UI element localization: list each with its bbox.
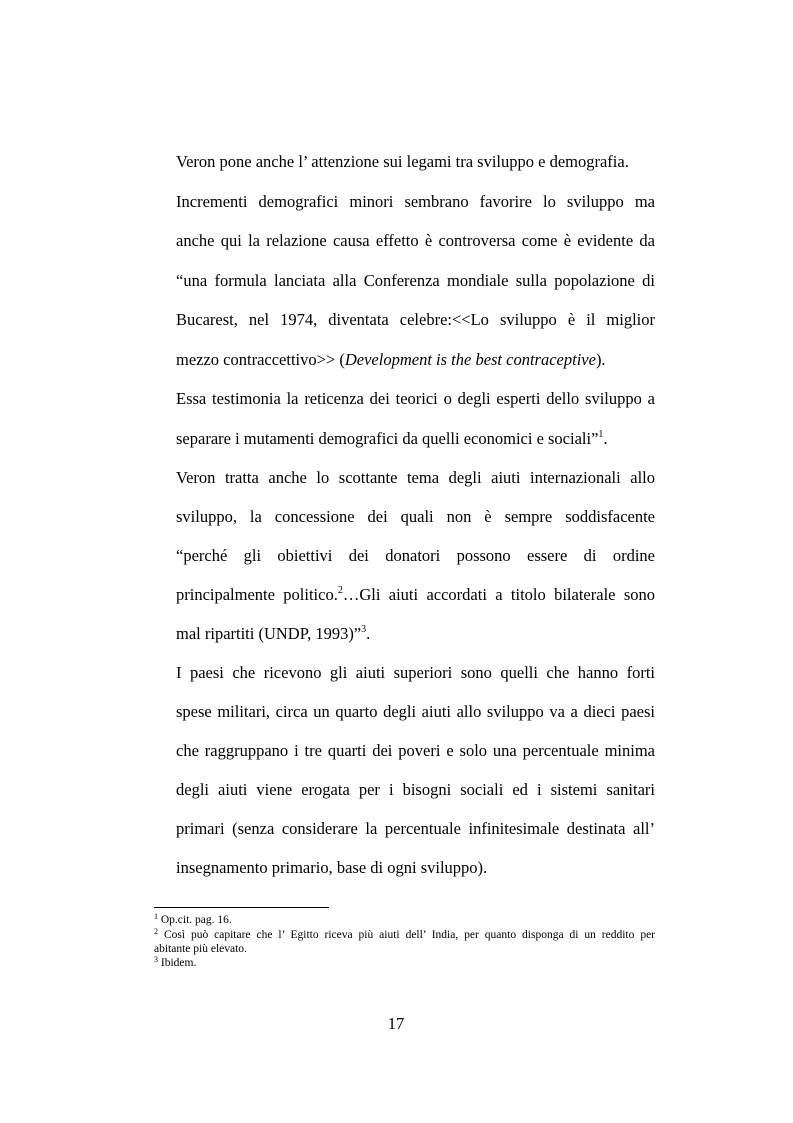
footnote-2 <box>154 929 655 942</box>
body-line: insegnamento primario, base di ogni sviluppo). <box>176 858 488 877</box>
footnote-divider <box>154 907 329 908</box>
footnote-1 <box>154 914 655 927</box>
footnote-text: Op.cit. pag. 16. <box>158 914 232 926</box>
footnote-number: 1 <box>154 912 158 921</box>
body-line: spese militari, circa un quarto degli aiuti allo sviluppo va a dieci paesi <box>176 702 655 721</box>
text-run: ). <box>595 350 606 369</box>
body-line: primari (senza considerare la percentuale infinitesimale destinata all’ <box>176 819 655 838</box>
page-number: 17 <box>387 1014 405 1033</box>
body-line <box>176 585 655 605</box>
text-run: principalmente politico. <box>176 585 338 604</box>
footnote-text: Così può capitare che l’ Egitto riceva più aiuti dell’ India, per quanto disponga di un reddito per <box>158 929 655 941</box>
footnote-ref: 1 <box>598 429 604 440</box>
footnote-3 <box>154 957 655 970</box>
body-line <box>176 429 655 449</box>
text-run: . <box>366 624 371 643</box>
footnote-number: 3 <box>154 955 158 964</box>
footnote-ref: 3 <box>361 624 367 635</box>
text-run: …Gli aiuti accordati a titolo bilaterale sono <box>342 585 655 604</box>
footnote-text: Ibidem. <box>158 957 197 969</box>
footnote-ref: 2 <box>337 585 343 596</box>
body-line: “perché gli obiettivi dei donatori possono essere di ordine <box>176 546 655 565</box>
footnote-number: 2 <box>154 927 158 936</box>
footnote-2-continued: abitante più elevato. <box>154 943 247 955</box>
body-line: Veron tratta anche lo scottante tema degli aiuti internazionali allo <box>176 468 655 487</box>
body-line: Essa testimonia la reticenza dei teorici o degli esperti dello sviluppo a <box>176 389 655 408</box>
body-line: I paesi che ricevono gli aiuti superiori sono quelli che hanno forti <box>176 663 655 682</box>
body-line: “una formula lanciata alla Conferenza mondiale sulla popolazione di <box>176 271 655 290</box>
body-line: Veron pone anche l’ attenzione sui legami tra sviluppo e demografia. <box>176 152 629 171</box>
body-line: anche qui la relazione causa effetto è controversa come è evidente da <box>176 231 655 250</box>
text-run: . <box>603 429 608 448</box>
body-line: Bucarest, nel 1974, diventata celebre:<<Lo sviluppo è il miglior <box>176 310 655 329</box>
text-run: mal ripartiti (UNDP, 1993)” <box>176 624 362 643</box>
body-line: sviluppo, la concessione dei quali non è sempre soddisfacente <box>176 507 655 526</box>
text-run: mezzo contraccettivo>> ( <box>176 350 345 369</box>
italic-title: Development is the best contraceptive <box>344 350 596 369</box>
body-line: che raggruppano i tre quarti dei poveri e solo una percentuale minima <box>176 741 655 760</box>
text-run: separare i mutamenti demografici da quelli economici e sociali” <box>176 429 599 448</box>
body-line: Incrementi demografici minori sembrano favorire lo sviluppo ma <box>176 192 655 211</box>
body-line: degli aiuti viene erogata per i bisogni sociali ed i sistemi sanitari <box>176 780 655 799</box>
body-line <box>176 350 655 370</box>
body-line <box>176 624 655 644</box>
